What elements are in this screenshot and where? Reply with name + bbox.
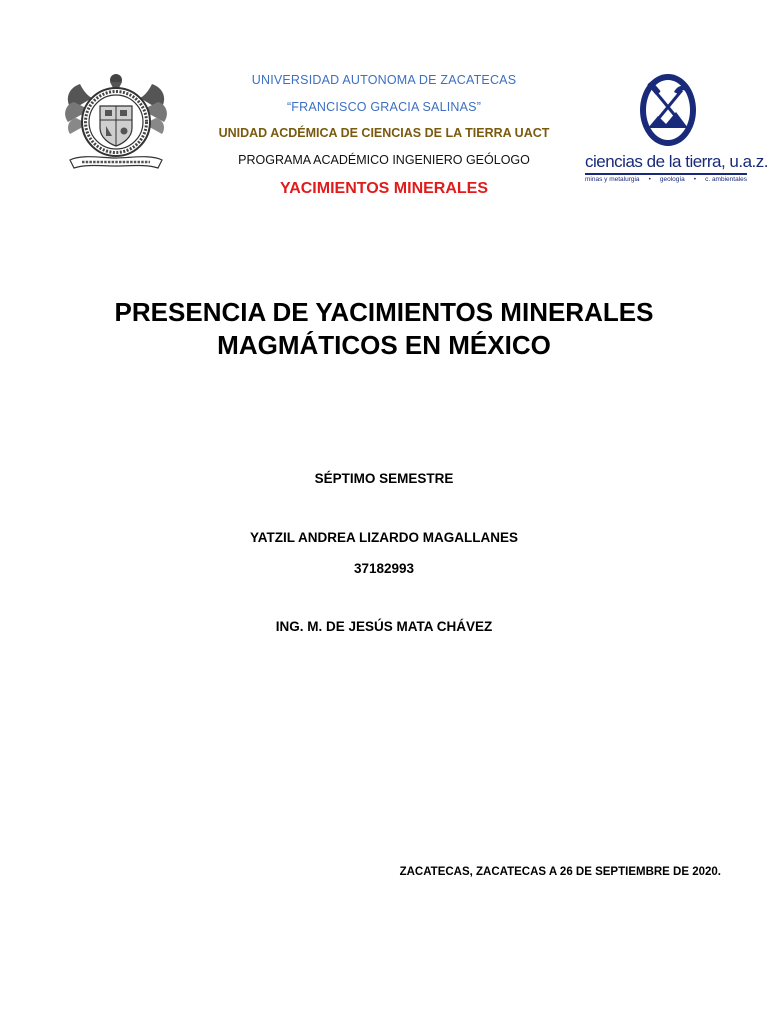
title-line-2: MAGMÁTICOS EN MÉXICO xyxy=(217,330,551,360)
course-name: YACIMIENTOS MINERALES xyxy=(279,180,489,197)
title-line-1: PRESENCIA DE YACIMIENTOS MINERALES xyxy=(114,297,654,327)
university-subtitle: “FRANCISCO GRACIA SALINAS” xyxy=(286,100,482,114)
tagline-separator: • xyxy=(693,176,697,183)
logo-divider xyxy=(585,173,747,175)
place-and-date: ZACATECAS, ZACATECAS A 26 DE SEPTIEMBRE DE 2020. xyxy=(399,866,721,878)
academic-unit-name: UNIDAD ACDÉMICA DE CIENCIAS DE LA TIERRA UACT xyxy=(218,126,550,140)
semester-label: SÉPTIMO SEMESTRE xyxy=(314,471,454,486)
tagline-item-ambientales: c. ambientales xyxy=(705,176,747,183)
tagline-item-geologia: geología xyxy=(659,176,685,183)
crossed-hammer-pick-icon xyxy=(638,72,698,148)
student-name: YATZIL ANDREA LIZARDO MAGALLANES xyxy=(250,530,518,545)
student-id: 37182993 xyxy=(353,561,415,576)
document-title xyxy=(0,296,768,362)
program-name: PROGRAMA ACADÉMICO INGENIERO GEÓLOGO xyxy=(238,153,530,167)
logo-name: ciencias de la tierra, u.a.z. xyxy=(585,152,768,171)
tagline-separator: • xyxy=(648,176,651,183)
ciencias-de-la-tierra-logo xyxy=(580,72,768,190)
university-name: UNIVERSIDAD AUTONOMA DE ZACATECAS xyxy=(251,73,517,87)
logo-tagline xyxy=(585,176,747,183)
teacher-name: ING. M. DE JESÚS MATA CHÁVEZ xyxy=(275,619,493,634)
tagline-item-minas: minas y metalurgia xyxy=(585,176,640,183)
